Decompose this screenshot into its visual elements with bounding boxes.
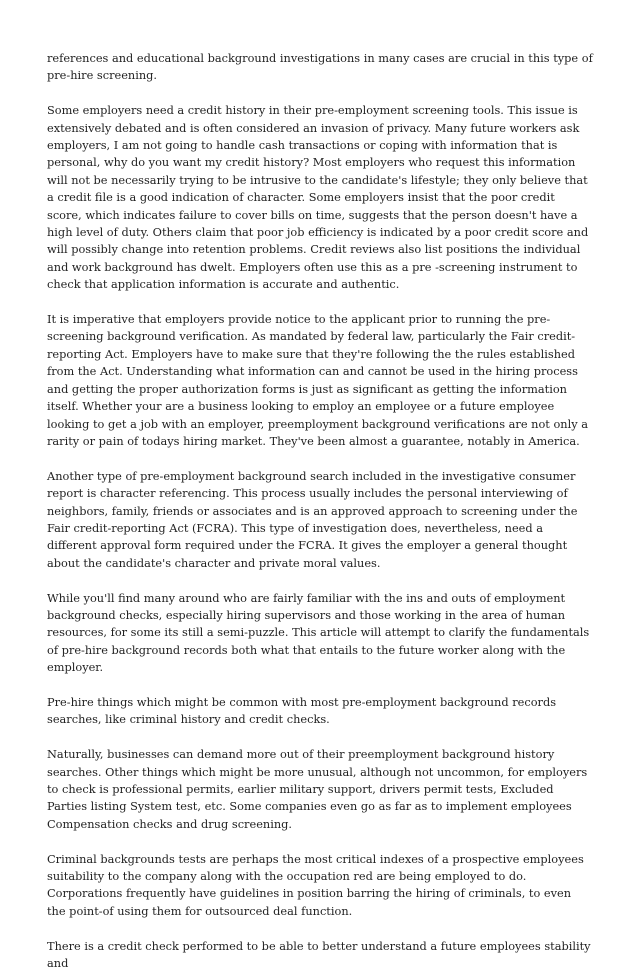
paragraph-references: references and educational background investigations in many cases are crucial in this type of pre-hire screening. [47, 51, 593, 83]
paragraph-credit-history: Some employers need a credit history in their pre-employment screening tools. This issue is extensively debated and is often considered an invasion of privacy. Many future workers ask employers, I am not going to handle cash transactions or coping with information that is personal, why do you want my credit history? Most employers who request this information will not be necessarily trying to be intrusive to the candidate's lifestyle; they only believe that a credit file is a good indication of character. Some employers insist that the poor credit score, which indicates failure to cover bills on time, suggests that the person doesn't have a high level of duty. Others claim that poor job efficiency is indicated by a poor credit score and will possibly change into retention problems. Credit reviews also list positions the individual and work background has dwelt. Employers often use this as a pre -screening instrument to check that application information is accurate and authentic. [47, 103, 589, 292]
paragraph-character-referencing: Another type of pre-employment background search included in the investigative consumer report is character referencing. This process usually includes the personal interviewing of neighbors, family, friends or associates and is an approved approach to screening under the Fair credit-reporting Act (FCRA). This type of investigation does, nevertheless, need a different approval form required under the FCRA. It gives the employer a general thought about the candidate's character and private moral values. [47, 468, 578, 570]
paragraph-criminal-backgrounds: Criminal backgrounds tests are perhaps the most critical indexes of a prospective employees suitability to the company along with the occupation red are being employed to do. Corporations frequently have guidelines in position barring the hiring of criminals, to even the point-of using them for outsourced deal function. [47, 851, 584, 918]
paragraph-credit-check: There is a credit check performed to be able to better understand a future employees stability and [47, 938, 591, 970]
paragraph-common-checks: Pre-hire things which might be common with most pre-employment background records searches, like criminal history and credit checks. [47, 694, 557, 727]
paragraph-additional-checks: Naturally, businesses can demand more out of their preemployment background history searches. Other things which might be more unusual, although not uncommon, for employers to check is professional permits, earlier military support, drivers permit tests, Excluded Parties listing System test, etc. Some companies even go as far as to implement employees Compensation checks and drug screening. [47, 747, 588, 831]
paragraph-fundamentals: While you'll find many around who are fairly familiar with the ins and outs of employment background checks, especially hiring supervisors and those working in the area of human resources, for some its still a semi-puzzle. This article will attempt to clarify the fundamentals of pre-hire background records both what that entails to the future worker along with the employer. [47, 590, 590, 675]
paragraph-notice-fcra: It is imperative that employers provide notice to the applicant prior to running the pre-screening background verification. As mandated by federal law, particularly the Fair credit-reporting Act. Employers have to make sure that they're following the the rules established from the Act. Understanding what information can and cannot be used in the hiring process and getting the proper authorization forms is just as significant as getting the information itself. Whether your are a business looking to employ an employee or a future employee looking to get a job with an employer, preemployment background verifications are not only a rarity or pain of todays hiring market. They've been almost a guarantee, notably in America. [47, 312, 588, 448]
document-page [47, 50, 593, 972]
